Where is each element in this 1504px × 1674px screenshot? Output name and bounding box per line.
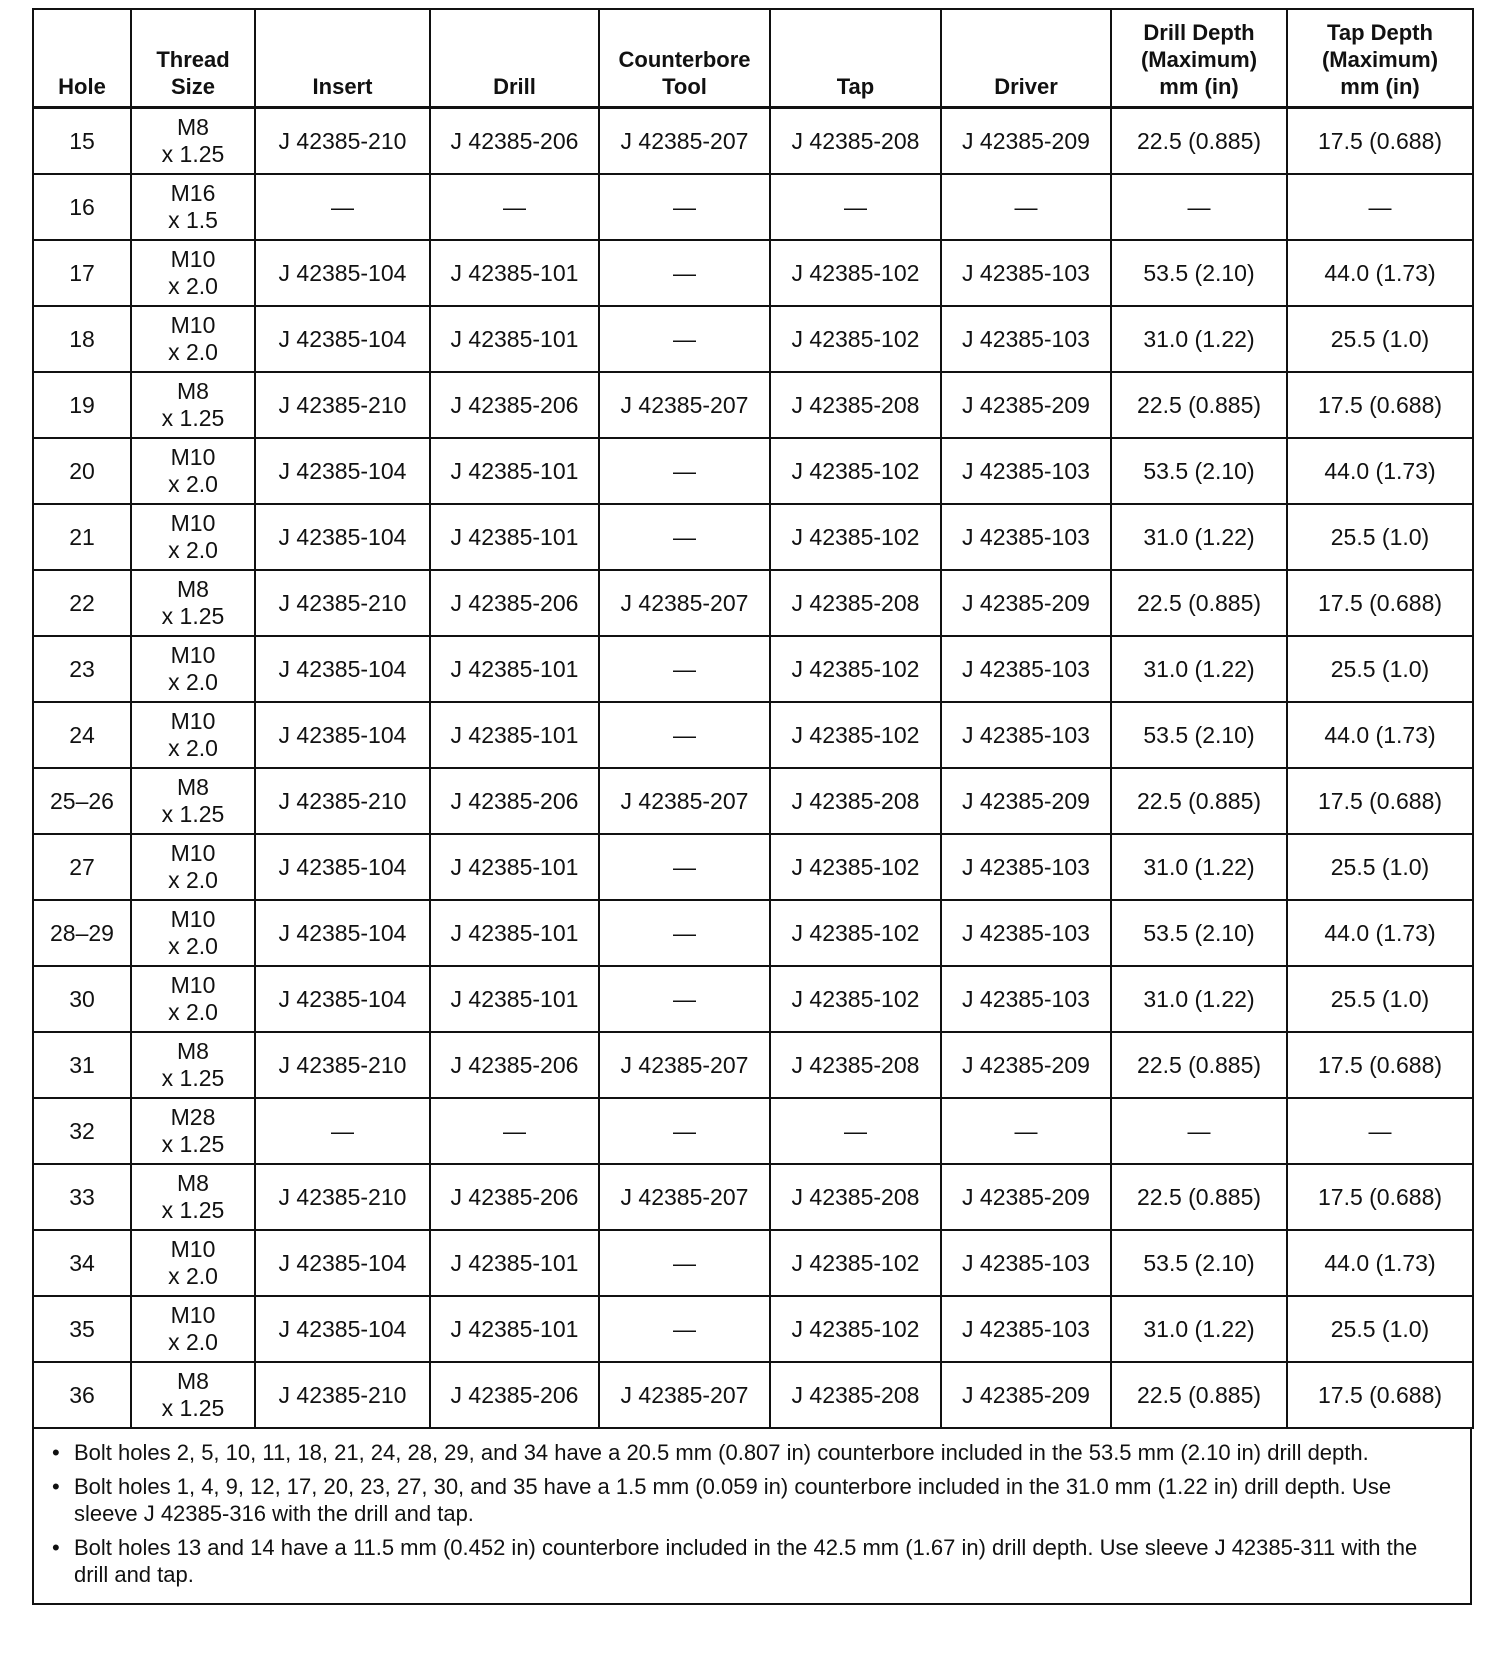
cell-driver: J 42385-209 — [941, 108, 1111, 175]
cell-hole: 36 — [33, 1362, 131, 1428]
cell-counterbore-tool: J 42385-207 — [599, 1164, 770, 1230]
cell-drill-depth: 22.5 (0.885) — [1111, 768, 1287, 834]
column-header-line: mm (in) — [1159, 74, 1239, 99]
cell-thread-size — [131, 834, 255, 900]
cell-drill-depth: 31.0 (1.22) — [1111, 504, 1287, 570]
cell-tap: J 42385-102 — [770, 240, 941, 306]
cell-driver: J 42385-103 — [941, 702, 1111, 768]
cell-tap: J 42385-208 — [770, 1362, 941, 1428]
cell-counterbore-tool: J 42385-207 — [599, 1362, 770, 1428]
cell-hole: 25–26 — [33, 768, 131, 834]
cell-drill: J 42385-101 — [430, 240, 599, 306]
thread-size-line: x 2.0 — [168, 1263, 218, 1289]
cell-tap: J 42385-102 — [770, 438, 941, 504]
cell-driver: J 42385-103 — [941, 438, 1111, 504]
cell-thread-size — [131, 438, 255, 504]
thread-size-line: M10 — [170, 1302, 216, 1328]
thread-size-line: M10 — [170, 708, 216, 734]
cell-tap-depth: 17.5 (0.688) — [1287, 1032, 1473, 1098]
cell-insert: J 42385-210 — [255, 768, 430, 834]
cell-hole: 28–29 — [33, 900, 131, 966]
table-row — [33, 504, 1473, 570]
cell-tap: J 42385-208 — [770, 768, 941, 834]
cell-driver: J 42385-209 — [941, 1164, 1111, 1230]
cell-counterbore-tool: — — [599, 240, 770, 306]
cell-drill-depth: 53.5 (2.10) — [1111, 1230, 1287, 1296]
cell-hole: 35 — [33, 1296, 131, 1362]
thread-size-line: x 2.0 — [168, 273, 218, 299]
cell-drill: J 42385-101 — [430, 1230, 599, 1296]
cell-thread-size — [131, 306, 255, 372]
cell-thread-size — [131, 1098, 255, 1164]
column-header-line: Hole — [58, 74, 106, 99]
cell-thread-size — [131, 504, 255, 570]
cell-tap: J 42385-102 — [770, 636, 941, 702]
cell-driver: J 42385-103 — [941, 1230, 1111, 1296]
thread-size-line: M8 — [177, 576, 209, 602]
cell-drill: J 42385-101 — [430, 702, 599, 768]
cell-counterbore-tool: J 42385-207 — [599, 108, 770, 175]
cell-hole: 22 — [33, 570, 131, 636]
cell-drill-depth: 53.5 (2.10) — [1111, 438, 1287, 504]
cell-hole: 18 — [33, 306, 131, 372]
cell-drill: J 42385-101 — [430, 834, 599, 900]
cell-drill-depth: 53.5 (2.10) — [1111, 702, 1287, 768]
table-row — [33, 372, 1473, 438]
thread-size-line: x 2.0 — [168, 339, 218, 365]
table-row — [33, 768, 1473, 834]
cell-thread-size — [131, 1230, 255, 1296]
cell-thread-size — [131, 174, 255, 240]
cell-tap: J 42385-102 — [770, 834, 941, 900]
table-row — [33, 306, 1473, 372]
cell-drill: — — [430, 174, 599, 240]
cell-tap: — — [770, 1098, 941, 1164]
cell-insert: J 42385-210 — [255, 1164, 430, 1230]
column-header-line: Driver — [994, 74, 1058, 99]
thread-size-line: x 1.25 — [161, 141, 225, 167]
cell-driver: J 42385-209 — [941, 1362, 1111, 1428]
cell-counterbore-tool: — — [599, 702, 770, 768]
cell-tap: J 42385-208 — [770, 372, 941, 438]
cell-hole: 17 — [33, 240, 131, 306]
cell-tap: J 42385-208 — [770, 1032, 941, 1098]
thread-size-line: x 1.25 — [161, 1131, 225, 1157]
cell-thread-size — [131, 768, 255, 834]
cell-drill-depth: 31.0 (1.22) — [1111, 306, 1287, 372]
thread-size-line: M8 — [177, 378, 209, 404]
table-row — [33, 1362, 1473, 1428]
column-header-line: Tap Depth — [1327, 20, 1433, 45]
cell-drill: J 42385-206 — [430, 108, 599, 175]
cell-drill: — — [430, 1098, 599, 1164]
cell-insert: J 42385-104 — [255, 306, 430, 372]
cell-driver: J 42385-209 — [941, 1032, 1111, 1098]
thread-size-line: x 1.25 — [161, 405, 225, 431]
cell-drill-depth: — — [1111, 174, 1287, 240]
cell-thread-size — [131, 108, 255, 175]
thread-size-line: x 2.0 — [168, 1329, 218, 1355]
cell-tap-depth: 17.5 (0.688) — [1287, 1362, 1473, 1428]
cell-counterbore-tool: — — [599, 834, 770, 900]
cell-counterbore-tool: — — [599, 966, 770, 1032]
cell-tap-depth: 17.5 (0.688) — [1287, 1164, 1473, 1230]
cell-drill-depth: 22.5 (0.885) — [1111, 108, 1287, 175]
cell-tap-depth: 17.5 (0.688) — [1287, 570, 1473, 636]
thread-size-line: x 1.25 — [161, 1065, 225, 1091]
column-header-line: mm (in) — [1340, 74, 1420, 99]
cell-counterbore-tool: — — [599, 306, 770, 372]
cell-tap-depth: — — [1287, 174, 1473, 240]
cell-thread-size — [131, 1164, 255, 1230]
column-header-line: Size — [170, 74, 216, 99]
cell-counterbore-tool: — — [599, 438, 770, 504]
cell-tap: J 42385-208 — [770, 1164, 941, 1230]
cell-thread-size — [131, 570, 255, 636]
cell-drill-depth: — — [1111, 1098, 1287, 1164]
cell-driver: J 42385-103 — [941, 306, 1111, 372]
cell-drill: J 42385-101 — [430, 504, 599, 570]
thread-size-line: M10 — [170, 444, 216, 470]
cell-tap: J 42385-208 — [770, 108, 941, 175]
cell-thread-size — [131, 240, 255, 306]
thread-size-line: M10 — [170, 510, 216, 536]
cell-counterbore-tool: — — [599, 174, 770, 240]
cell-insert: J 42385-104 — [255, 636, 430, 702]
table-row — [33, 1098, 1473, 1164]
cell-insert: — — [255, 1098, 430, 1164]
cell-drill: J 42385-206 — [430, 1164, 599, 1230]
cell-drill: J 42385-101 — [430, 1296, 599, 1362]
note-item: • Bolt holes 1, 4, 9, 12, 17, 20, 23, 27, 30, and 35 have a 1.5 mm (0.059 in) counterbore included in the 31.0 mm (1.22 in) drill depth. Use sleeve J 42385-316 with the drill and tap. — [74, 1473, 1452, 1527]
cell-tap: J 42385-102 — [770, 702, 941, 768]
cell-driver: — — [941, 1098, 1111, 1164]
cell-insert: J 42385-104 — [255, 240, 430, 306]
cell-tap: J 42385-102 — [770, 1230, 941, 1296]
thread-size-line: x 2.0 — [168, 669, 218, 695]
note-item: • Bolt holes 2, 5, 10, 11, 18, 21, 24, 28, 29, and 34 have a 20.5 mm (0.807 in) counterbore included in the 53.5 mm (2.10 in) drill depth. — [74, 1439, 1452, 1466]
thread-size-line: x 2.0 — [168, 933, 218, 959]
thread-size-line: M28 — [170, 1104, 216, 1130]
table-row — [33, 966, 1473, 1032]
thread-size-line: M10 — [170, 906, 216, 932]
cell-drill-depth: 31.0 (1.22) — [1111, 834, 1287, 900]
cell-drill: J 42385-101 — [430, 636, 599, 702]
cell-counterbore-tool: J 42385-207 — [599, 372, 770, 438]
cell-insert: J 42385-104 — [255, 966, 430, 1032]
cell-drill: J 42385-206 — [430, 570, 599, 636]
cell-driver: — — [941, 174, 1111, 240]
cell-hole: 34 — [33, 1230, 131, 1296]
cell-drill-depth: 22.5 (0.885) — [1111, 1362, 1287, 1428]
cell-drill: J 42385-101 — [430, 438, 599, 504]
thread-size-line: M8 — [177, 1368, 209, 1394]
cell-driver: J 42385-103 — [941, 834, 1111, 900]
cell-counterbore-tool: J 42385-207 — [599, 570, 770, 636]
cell-hole: 15 — [33, 108, 131, 175]
thread-size-line: x 2.0 — [168, 471, 218, 497]
column-header-driver — [941, 9, 1111, 108]
cell-drill: J 42385-101 — [430, 966, 599, 1032]
header-row — [33, 9, 1473, 108]
cell-counterbore-tool: — — [599, 1230, 770, 1296]
table-row — [33, 1164, 1473, 1230]
thread-size-line: x 1.25 — [161, 1197, 225, 1223]
cell-driver: J 42385-103 — [941, 504, 1111, 570]
cell-tap-depth: 44.0 (1.73) — [1287, 900, 1473, 966]
thread-size-line: M10 — [170, 246, 216, 272]
cell-tap-depth: 25.5 (1.0) — [1287, 636, 1473, 702]
cell-hole: 30 — [33, 966, 131, 1032]
cell-thread-size — [131, 372, 255, 438]
cell-driver: J 42385-209 — [941, 372, 1111, 438]
cell-hole: 31 — [33, 1032, 131, 1098]
column-header-tap — [770, 9, 941, 108]
cell-insert: J 42385-104 — [255, 504, 430, 570]
tool-spec-table — [32, 8, 1474, 1429]
cell-tap: J 42385-102 — [770, 504, 941, 570]
table-row — [33, 1032, 1473, 1098]
cell-hole: 32 — [33, 1098, 131, 1164]
cell-hole: 27 — [33, 834, 131, 900]
column-header-line: (Maximum) — [1321, 47, 1439, 72]
table-row — [33, 834, 1473, 900]
cell-tap-depth: 25.5 (1.0) — [1287, 504, 1473, 570]
cell-tap-depth: 25.5 (1.0) — [1287, 834, 1473, 900]
thread-size-line: x 1.25 — [161, 801, 225, 827]
cell-tap: J 42385-102 — [770, 900, 941, 966]
cell-hole: 16 — [33, 174, 131, 240]
cell-driver: J 42385-103 — [941, 636, 1111, 702]
thread-size-line: M10 — [170, 840, 216, 866]
cell-drill: J 42385-206 — [430, 1362, 599, 1428]
column-header-line: Tool — [662, 74, 707, 99]
cell-drill: J 42385-101 — [430, 306, 599, 372]
cell-drill-depth: 53.5 (2.10) — [1111, 900, 1287, 966]
thread-size-line: M10 — [170, 1236, 216, 1262]
cell-insert: J 42385-210 — [255, 1032, 430, 1098]
cell-insert: J 42385-210 — [255, 570, 430, 636]
cell-tap-depth: — — [1287, 1098, 1473, 1164]
thread-size-line: x 2.0 — [168, 537, 218, 563]
column-header-line: Drill Depth — [1143, 20, 1255, 45]
cell-insert: J 42385-104 — [255, 702, 430, 768]
column-header-counterbore-tool — [599, 9, 770, 108]
cell-drill: J 42385-206 — [430, 1032, 599, 1098]
table-row — [33, 636, 1473, 702]
cell-tap: J 42385-102 — [770, 966, 941, 1032]
thread-size-line: x 1.5 — [168, 207, 218, 233]
cell-insert: — — [255, 174, 430, 240]
cell-thread-size — [131, 702, 255, 768]
column-header-line: Thread — [156, 47, 230, 72]
cell-insert: J 42385-104 — [255, 1296, 430, 1362]
cell-thread-size — [131, 1032, 255, 1098]
cell-thread-size — [131, 900, 255, 966]
thread-size-line: M8 — [177, 114, 209, 140]
cell-counterbore-tool: — — [599, 504, 770, 570]
thread-size-line: M10 — [170, 642, 216, 668]
column-header-tap-depth — [1287, 9, 1473, 108]
cell-tap-depth: 25.5 (1.0) — [1287, 306, 1473, 372]
column-header-line: Tap — [836, 74, 875, 99]
cell-driver: J 42385-103 — [941, 1296, 1111, 1362]
column-header-drill-depth — [1111, 9, 1287, 108]
column-header-insert — [255, 9, 430, 108]
table-row — [33, 438, 1473, 504]
cell-drill-depth: 53.5 (2.10) — [1111, 240, 1287, 306]
cell-drill: J 42385-206 — [430, 372, 599, 438]
cell-tap-depth: 17.5 (0.688) — [1287, 372, 1473, 438]
cell-counterbore-tool: — — [599, 636, 770, 702]
cell-insert: J 42385-104 — [255, 900, 430, 966]
cell-driver: J 42385-103 — [941, 240, 1111, 306]
cell-insert: J 42385-104 — [255, 1230, 430, 1296]
thread-size-line: x 2.0 — [168, 867, 218, 893]
cell-counterbore-tool: J 42385-207 — [599, 1032, 770, 1098]
cell-drill: J 42385-101 — [430, 900, 599, 966]
column-header-drill — [430, 9, 599, 108]
cell-tap-depth: 44.0 (1.73) — [1287, 702, 1473, 768]
table-row — [33, 900, 1473, 966]
cell-tap-depth: 25.5 (1.0) — [1287, 1296, 1473, 1362]
cell-tap-depth: 17.5 (0.688) — [1287, 108, 1473, 175]
notes-box — [32, 1429, 1472, 1605]
cell-insert: J 42385-104 — [255, 438, 430, 504]
cell-tap-depth: 17.5 (0.688) — [1287, 768, 1473, 834]
table-body — [33, 108, 1473, 1429]
cell-drill-depth: 22.5 (0.885) — [1111, 570, 1287, 636]
cell-thread-size — [131, 636, 255, 702]
table-row — [33, 702, 1473, 768]
column-header-hole — [33, 9, 131, 108]
column-header-line: Insert — [312, 74, 373, 99]
cell-drill-depth: 31.0 (1.22) — [1111, 1296, 1287, 1362]
cell-tap-depth: 44.0 (1.73) — [1287, 1230, 1473, 1296]
cell-counterbore-tool: — — [599, 1098, 770, 1164]
column-header-thread-size — [131, 9, 255, 108]
cell-tap-depth: 44.0 (1.73) — [1287, 438, 1473, 504]
table-header — [33, 9, 1473, 108]
cell-counterbore-tool: — — [599, 900, 770, 966]
thread-size-line: M10 — [170, 312, 216, 338]
table-row — [33, 1296, 1473, 1362]
thread-size-line: M8 — [177, 774, 209, 800]
cell-insert: J 42385-210 — [255, 108, 430, 175]
cell-tap-depth: 25.5 (1.0) — [1287, 966, 1473, 1032]
cell-driver: J 42385-209 — [941, 570, 1111, 636]
cell-hole: 24 — [33, 702, 131, 768]
table-row — [33, 1230, 1473, 1296]
table-row — [33, 570, 1473, 636]
cell-drill-depth: 31.0 (1.22) — [1111, 966, 1287, 1032]
cell-tap-depth: 44.0 (1.73) — [1287, 240, 1473, 306]
cell-drill-depth: 22.5 (0.885) — [1111, 1164, 1287, 1230]
thread-size-line: x 2.0 — [168, 999, 218, 1025]
cell-counterbore-tool: J 42385-207 — [599, 768, 770, 834]
cell-tap: — — [770, 174, 941, 240]
column-header-line: Drill — [493, 74, 536, 99]
cell-thread-size — [131, 966, 255, 1032]
thread-size-line: M16 — [170, 180, 216, 206]
thread-size-line: M8 — [177, 1038, 209, 1064]
cell-hole: 33 — [33, 1164, 131, 1230]
cell-hole: 23 — [33, 636, 131, 702]
cell-driver: J 42385-103 — [941, 966, 1111, 1032]
tool-spec-sheet — [32, 8, 1472, 1605]
cell-thread-size — [131, 1362, 255, 1428]
thread-size-line: x 2.0 — [168, 735, 218, 761]
cell-tap: J 42385-102 — [770, 306, 941, 372]
table-row — [33, 174, 1473, 240]
cell-thread-size — [131, 1296, 255, 1362]
cell-tap: J 42385-102 — [770, 1296, 941, 1362]
cell-drill-depth: 22.5 (0.885) — [1111, 1032, 1287, 1098]
cell-insert: J 42385-210 — [255, 372, 430, 438]
table-row — [33, 240, 1473, 306]
cell-driver: J 42385-209 — [941, 768, 1111, 834]
thread-size-line: x 1.25 — [161, 603, 225, 629]
cell-hole: 20 — [33, 438, 131, 504]
cell-drill-depth: 22.5 (0.885) — [1111, 372, 1287, 438]
thread-size-line: M10 — [170, 972, 216, 998]
column-header-line: (Maximum) — [1140, 47, 1258, 72]
cell-insert: J 42385-210 — [255, 1362, 430, 1428]
cell-tap: J 42385-208 — [770, 570, 941, 636]
cell-drill: J 42385-206 — [430, 768, 599, 834]
cell-hole: 19 — [33, 372, 131, 438]
column-header-line: Counterbore — [618, 47, 751, 72]
table-row — [33, 108, 1473, 175]
cell-driver: J 42385-103 — [941, 900, 1111, 966]
cell-drill-depth: 31.0 (1.22) — [1111, 636, 1287, 702]
note-item: • Bolt holes 13 and 14 have a 11.5 mm (0.452 in) counterbore included in the 42.5 mm (1.67 in) drill depth. Use sleeve J 42385-311 with the drill and tap. — [74, 1534, 1452, 1588]
cell-insert: J 42385-104 — [255, 834, 430, 900]
cell-counterbore-tool: — — [599, 1296, 770, 1362]
cell-hole: 21 — [33, 504, 131, 570]
thread-size-line: M8 — [177, 1170, 209, 1196]
thread-size-line: x 1.25 — [161, 1395, 225, 1421]
